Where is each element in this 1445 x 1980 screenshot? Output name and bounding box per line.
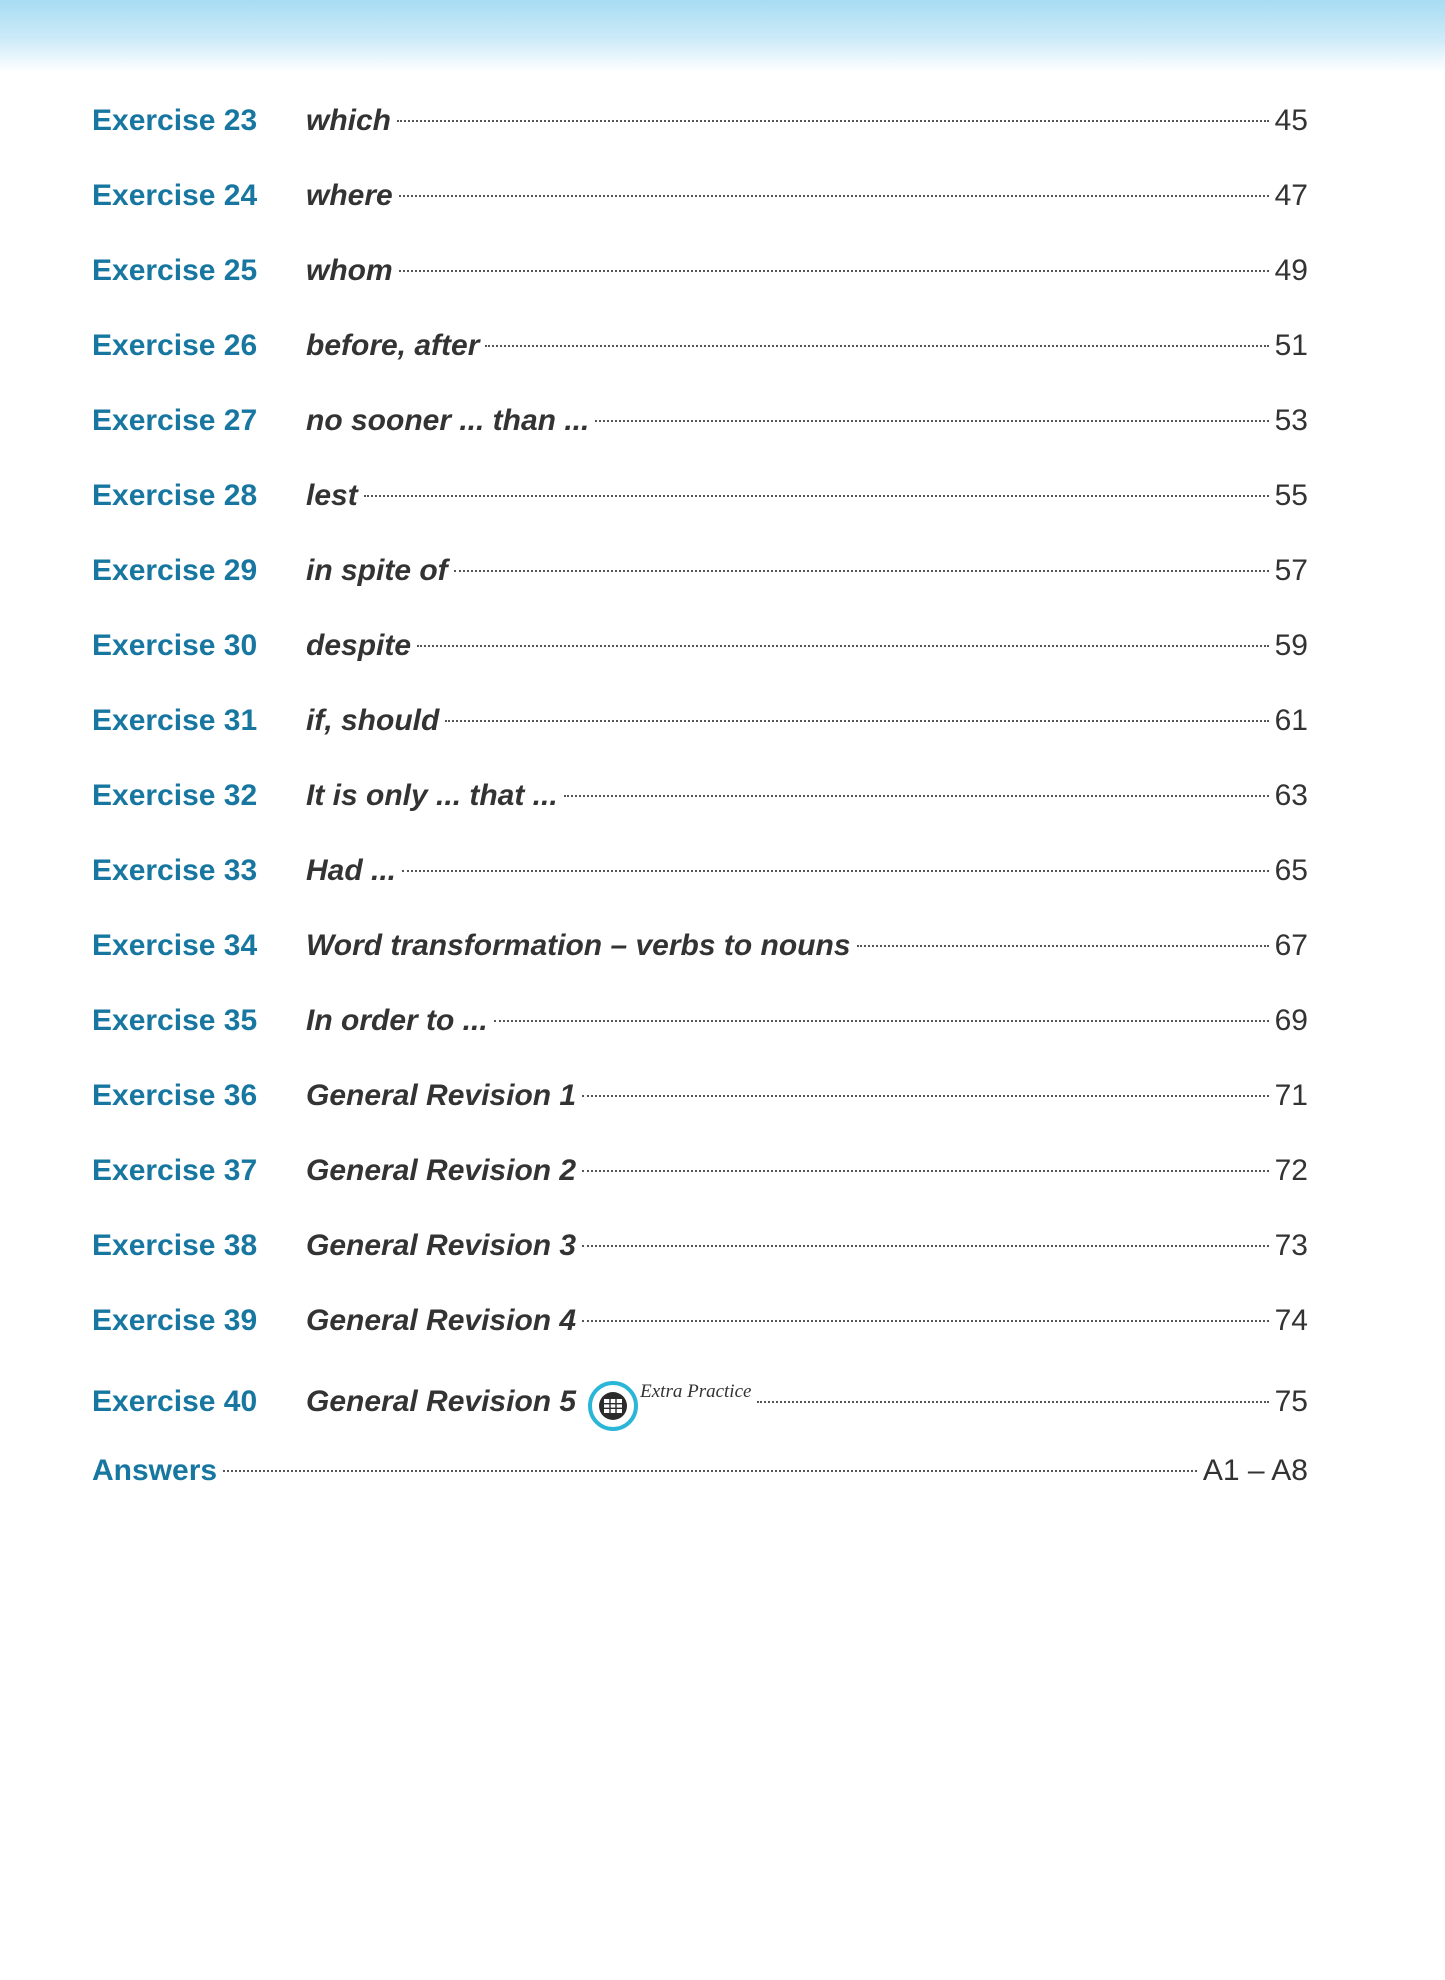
- exercise-label: Exercise 27: [92, 404, 258, 437]
- exercise-label: Exercise 40: [92, 1385, 258, 1418]
- exercise-topic: Word transformation – verbs to nouns: [306, 929, 851, 962]
- exercise-label: Exercise 38: [92, 1229, 258, 1262]
- toc-entry[interactable]: [92, 171, 1308, 246]
- page-number: 57: [1274, 554, 1308, 587]
- dot-leader: [582, 1095, 1269, 1097]
- toc-entry[interactable]: [92, 396, 1308, 471]
- page-number: 65: [1274, 854, 1308, 887]
- exercise-topic: which: [306, 104, 392, 137]
- dot-leader: [399, 195, 1269, 197]
- exercise-topic: whom: [306, 254, 393, 287]
- dot-leader: [494, 1020, 1269, 1022]
- exercise-label: Exercise 26: [92, 329, 258, 362]
- exercise-topic: despite: [306, 629, 412, 662]
- exercise-label: Exercise 33: [92, 854, 258, 887]
- dot-leader: [364, 495, 1269, 497]
- page-number: 75: [1274, 1385, 1308, 1418]
- exercise-topic: General Revision 1: [306, 1079, 577, 1112]
- exercise-label: Exercise 39: [92, 1304, 258, 1337]
- dot-leader: [417, 645, 1269, 647]
- toc-entry[interactable]: [92, 246, 1308, 321]
- toc-entry[interactable]: [92, 621, 1308, 696]
- toc-entry[interactable]: [92, 1146, 1308, 1221]
- toc-entry[interactable]: [92, 696, 1308, 771]
- exercise-label: Exercise 36: [92, 1079, 258, 1112]
- page-number: 47: [1274, 179, 1308, 212]
- toc-entry[interactable]: [92, 996, 1308, 1071]
- exercise-label: Exercise 25: [92, 254, 258, 287]
- page-number: 71: [1274, 1079, 1308, 1112]
- exercise-label: Exercise 31: [92, 704, 258, 737]
- toc-entry[interactable]: [92, 921, 1308, 996]
- answers-label: Answers: [92, 1454, 218, 1487]
- header-gradient-band: [0, 0, 1445, 72]
- exercise-topic: In order to ...: [306, 1004, 488, 1037]
- dot-leader: [454, 570, 1269, 572]
- table-of-contents: [92, 96, 1308, 1521]
- page-number: 53: [1274, 404, 1308, 437]
- toc-entry[interactable]: [92, 1371, 1308, 1446]
- exercise-topic: General Revision 2: [306, 1154, 577, 1187]
- exercise-label: Exercise 28: [92, 479, 258, 512]
- exercise-topic: General Revision 5: [306, 1385, 577, 1418]
- dot-leader: [223, 1470, 1197, 1472]
- exercise-label: Exercise 35: [92, 1004, 258, 1037]
- exercise-label: Exercise 23: [92, 104, 258, 137]
- exercise-label: Exercise 32: [92, 779, 258, 812]
- extra-practice-text: Extra Practice: [640, 1381, 752, 1402]
- exercise-topic: no sooner ... than ...: [306, 404, 590, 437]
- exercise-topic: It is only ... that ...: [306, 779, 558, 812]
- exercise-label: Exercise 34: [92, 929, 258, 962]
- page-number: 73: [1274, 1229, 1308, 1262]
- page-number: 67: [1274, 929, 1308, 962]
- exercise-topic: where: [306, 179, 393, 212]
- exercise-topic: Had ...: [306, 854, 397, 887]
- toc-entry[interactable]: [92, 771, 1308, 846]
- exercise-topic: if, should: [306, 704, 440, 737]
- page-number: 74: [1274, 1304, 1308, 1337]
- page-number: 51: [1274, 329, 1308, 362]
- dot-leader: [582, 1245, 1269, 1247]
- exercise-label: Exercise 37: [92, 1154, 258, 1187]
- grid-book-icon: [588, 1381, 638, 1431]
- page-number: 55: [1274, 479, 1308, 512]
- answers-page-range: A1 – A8: [1202, 1454, 1308, 1487]
- page-number: 69: [1274, 1004, 1308, 1037]
- page-number: 45: [1274, 104, 1308, 137]
- page-number: 61: [1274, 704, 1308, 737]
- toc-entry[interactable]: [92, 96, 1308, 171]
- exercise-topic: General Revision 4: [306, 1304, 577, 1337]
- dot-leader: [402, 870, 1269, 872]
- page-number: 59: [1274, 629, 1308, 662]
- dot-leader: [397, 120, 1269, 122]
- exercise-topic: in spite of: [306, 554, 448, 587]
- dot-leader: [564, 795, 1269, 797]
- toc-entry[interactable]: [92, 1071, 1308, 1146]
- toc-entry[interactable]: [92, 846, 1308, 921]
- toc-entry[interactable]: [92, 471, 1308, 546]
- page-number: 63: [1274, 779, 1308, 812]
- dot-leader: [582, 1320, 1269, 1322]
- extra-practice-badge: [588, 1371, 751, 1421]
- exercise-label: Exercise 24: [92, 179, 258, 212]
- page-number: 49: [1274, 254, 1308, 287]
- dot-leader: [445, 720, 1268, 722]
- exercise-topic: lest: [306, 479, 358, 512]
- dot-leader: [857, 945, 1269, 947]
- dot-leader: [485, 345, 1268, 347]
- toc-entry[interactable]: [92, 1221, 1308, 1296]
- toc-entry[interactable]: [92, 1296, 1308, 1371]
- toc-entry[interactable]: [92, 321, 1308, 396]
- toc-entry[interactable]: [92, 546, 1308, 621]
- exercise-topic: before, after: [306, 329, 480, 362]
- dot-leader: [757, 1401, 1268, 1403]
- toc-answers-row[interactable]: [92, 1446, 1308, 1521]
- dot-leader: [595, 420, 1268, 422]
- dot-leader: [582, 1170, 1269, 1172]
- exercise-label: Exercise 29: [92, 554, 258, 587]
- exercise-topic: General Revision 3: [306, 1229, 577, 1262]
- dot-leader: [399, 270, 1269, 272]
- page-number: 72: [1274, 1154, 1308, 1187]
- exercise-label: Exercise 30: [92, 629, 258, 662]
